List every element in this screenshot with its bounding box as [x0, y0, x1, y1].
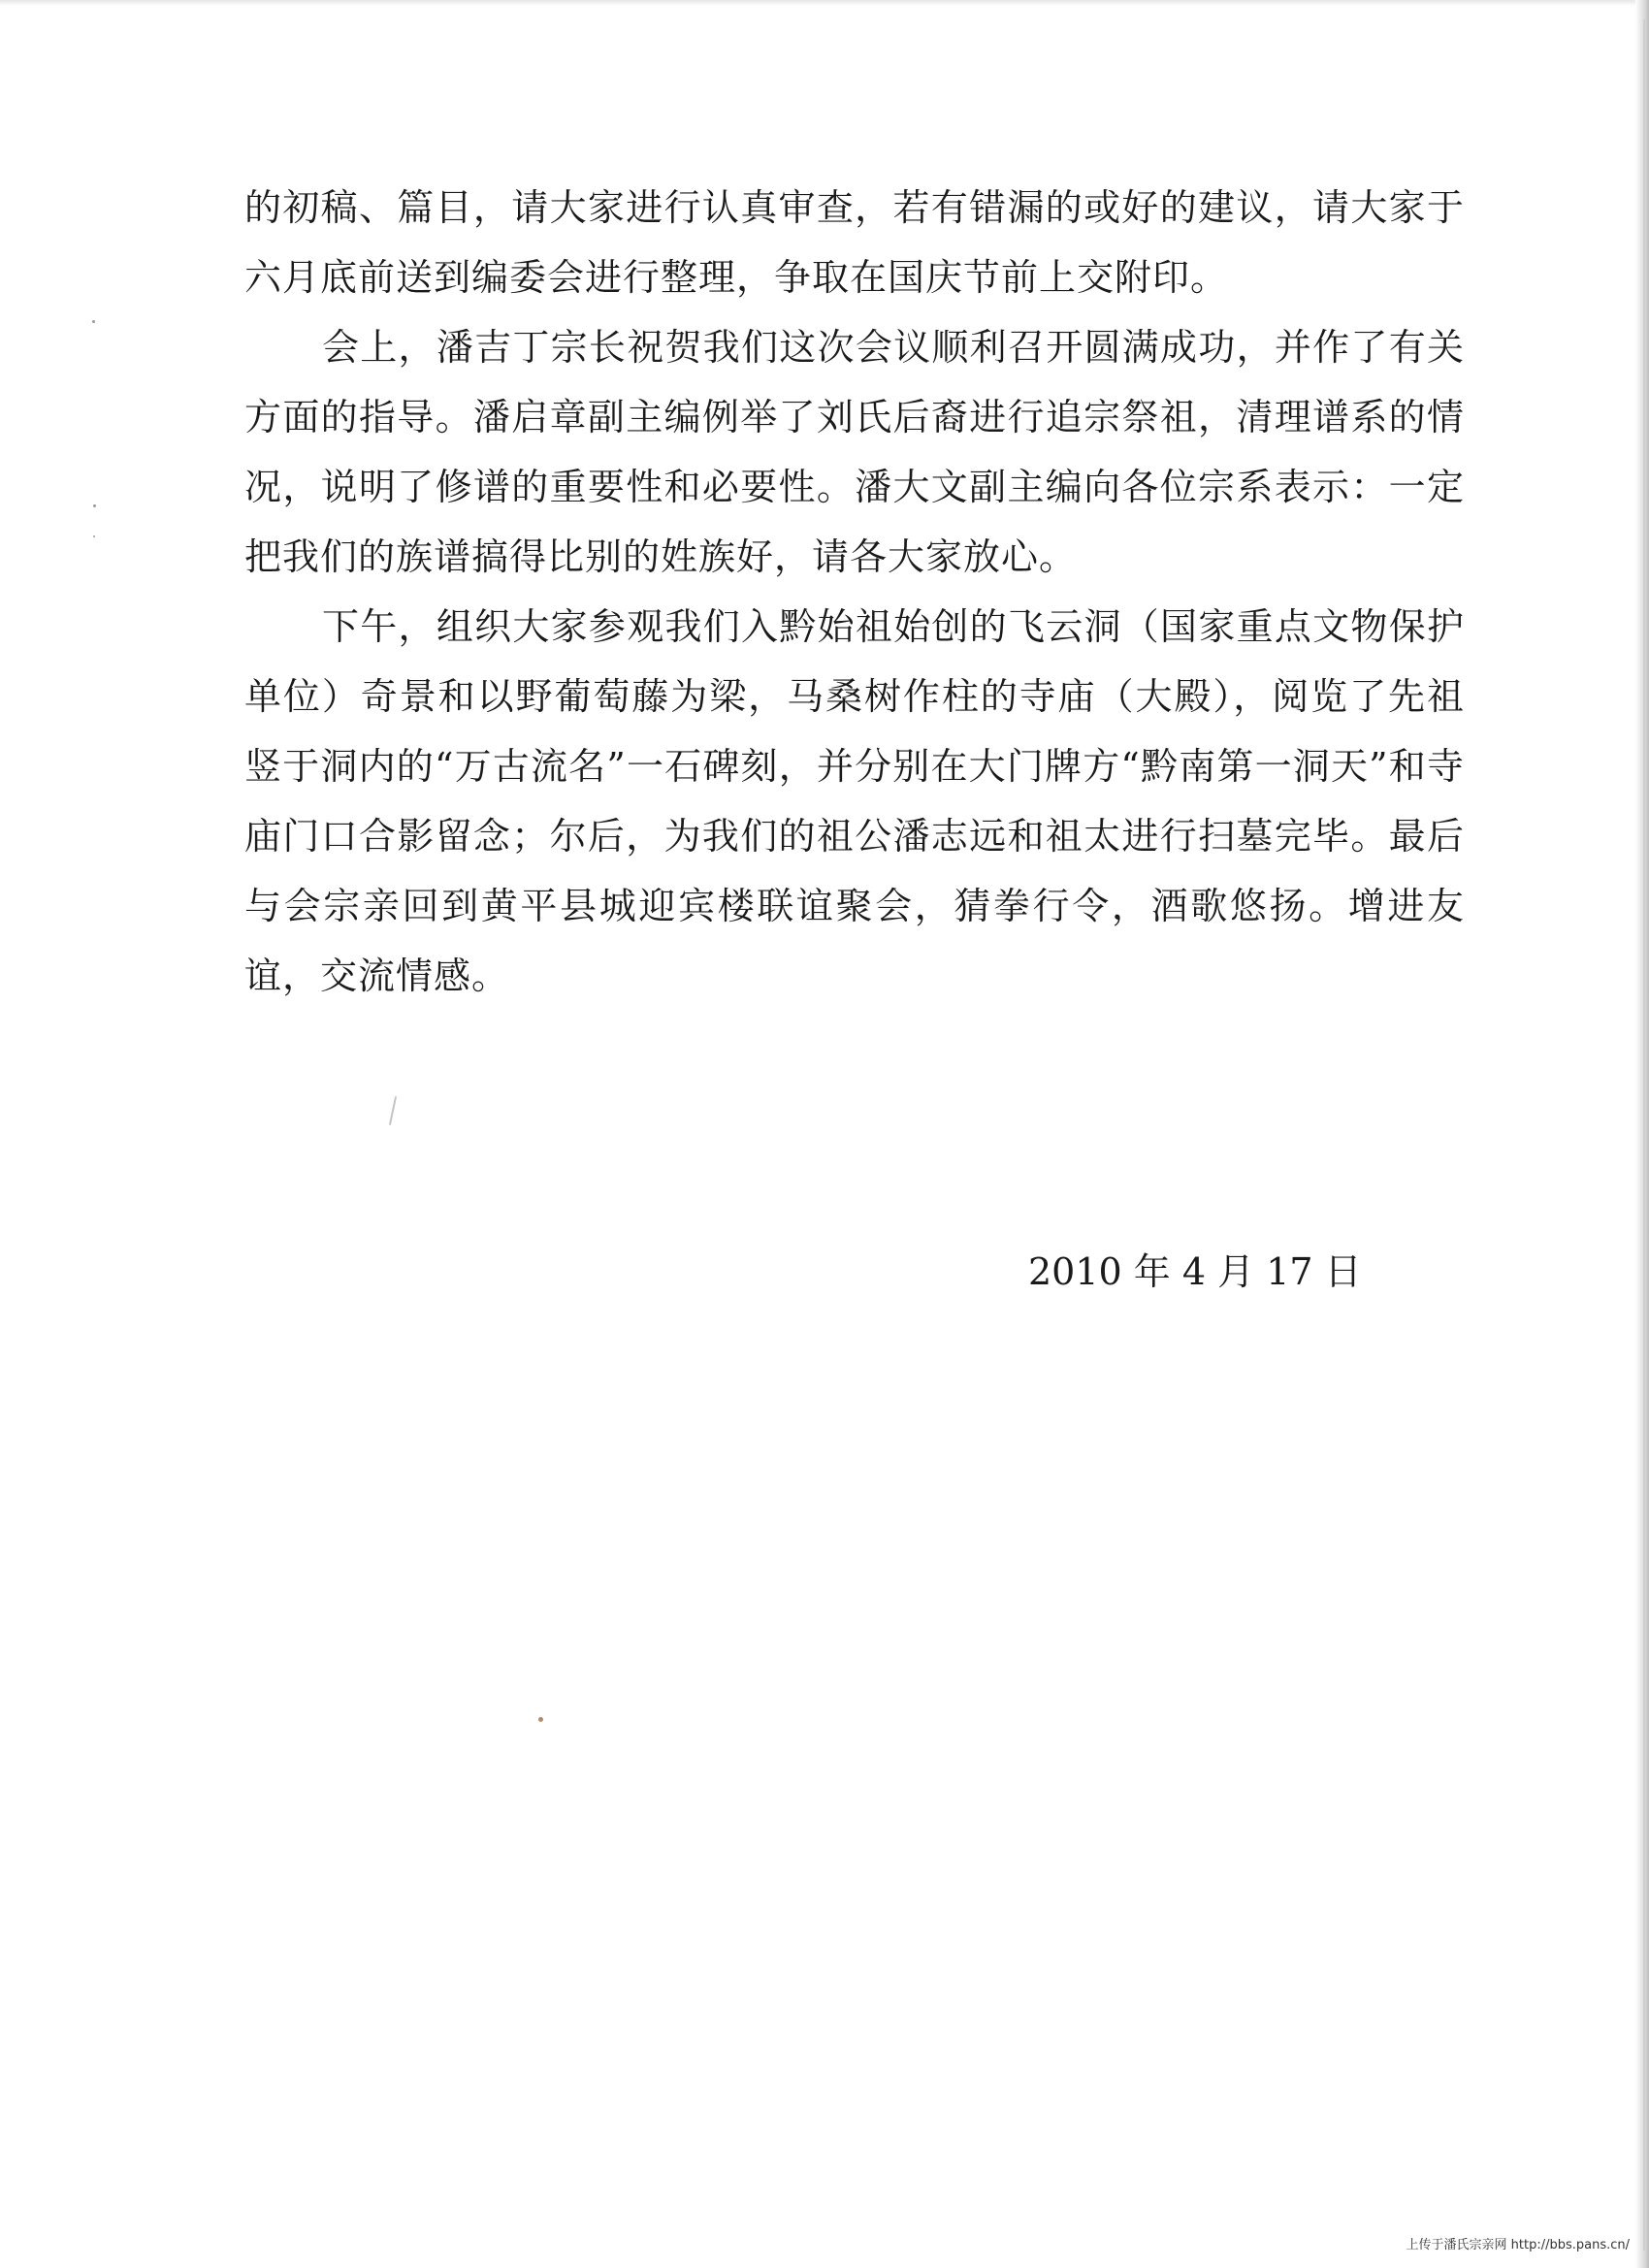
scan-mark — [1643, 19, 1645, 2251]
scan-right-edge — [1635, 0, 1649, 2268]
scan-speck — [93, 535, 95, 537]
paragraph-2: 会上，潘吉丁宗长祝贺我们这次会议顺利召开圆满成功，并作了有关方面的指导。潘启章副主编例举了刘氏后裔进行追宗祭祖，清理谱系的情况，说明了修谱的重要性和必要性。潘大文副主编向各位宗系表示：一定把我们的族谱搞得比别的姓族好，请各大家放心。 — [244, 326, 1465, 578]
scan-speck — [538, 1717, 543, 1722]
scan-speck — [93, 504, 96, 507]
letter-date: 2010 年 4 月 17 日 — [1028, 1250, 1362, 1293]
scan-mark — [389, 1096, 397, 1125]
letter-body — [244, 173, 1465, 1011]
scan-top-edge — [0, 0, 1649, 6]
paragraph-3: 下午，组织大家参观我们入黔始祖始创的飞云洞（国家重点文物保护单位）奇景和以野葡萄藤为梁，马桑树作柱的寺庙（大殿），阅览了先祖竖于洞内的“万古流名”一石碑刻，并分别在大门牌方“黔南第一洞天”和寺庙门口合影留念；尔后，为我们的祖公潘志远和祖太进行扫墓完毕。最后与会宗亲回到黄平县城迎宾楼联谊聚会，猜拳行令，酒歌悠扬。增进友谊，交流情感。 — [244, 605, 1465, 997]
paragraph-1: 的初稿、篇目，请大家进行认真审查，若有错漏的或好的建议，请大家于六月底前送到编委会进行整理，争取在国庆节前上交附印。 — [244, 186, 1465, 299]
scan-speck — [92, 320, 95, 323]
upload-credit: 上传于潘氏宗亲网 http://bbs.pans.cn/ — [1406, 2238, 1630, 2252]
